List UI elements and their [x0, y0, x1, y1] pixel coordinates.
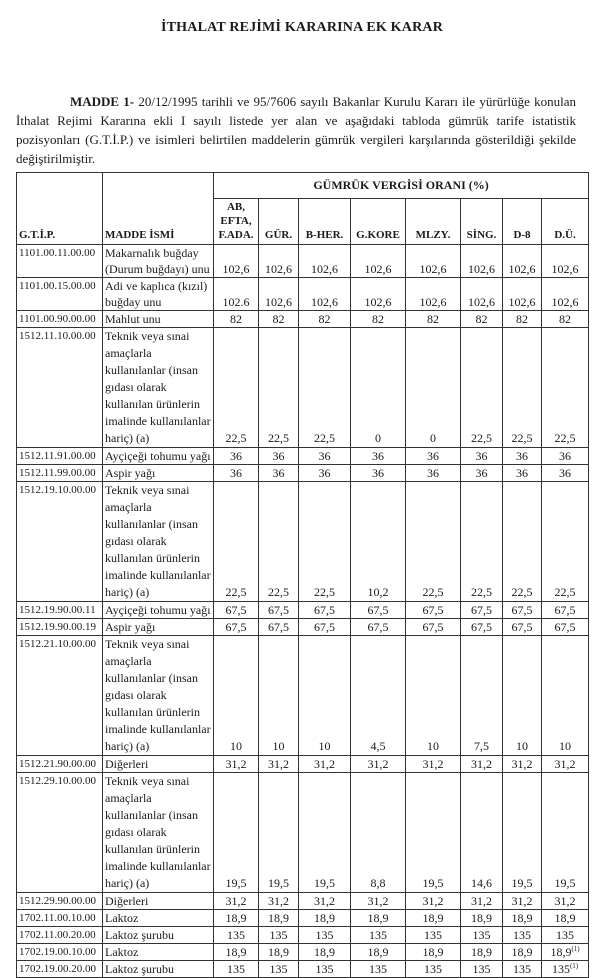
item-name-cell: Aspir yağı	[103, 619, 214, 636]
column-group-header: GÜMRÜK VERGİSİ ORANI (%)	[214, 173, 589, 199]
rate-column-header: B-HER.	[299, 199, 351, 245]
item-name-cell: Mahlut unu	[103, 311, 214, 328]
gtip-cell: 1702.11.00.20.00	[17, 927, 103, 944]
rate-cell: 36	[259, 465, 299, 482]
rate-cell: 22,5	[259, 482, 299, 602]
rate-cell: 135	[214, 927, 259, 944]
rate-cell: 10,2	[351, 482, 406, 602]
rate-cell: 18,9	[503, 944, 542, 961]
rate-cell: 31,2	[406, 756, 461, 773]
gtip-cell: 1101.00.90.00.00	[17, 311, 103, 328]
rate-cell: 36	[351, 448, 406, 465]
rate-cell: 18,9	[461, 910, 503, 927]
rate-cell: 102,6	[299, 245, 351, 278]
rate-cell: 135	[503, 961, 542, 978]
rate-cell: 102,6	[259, 245, 299, 278]
table-row	[17, 619, 589, 636]
rate-column-header: MLZY.	[406, 199, 461, 245]
gtip-cell: 1512.21.10.00.00	[17, 636, 103, 756]
table-row	[17, 465, 589, 482]
rate-cell: 102,6	[461, 245, 503, 278]
rate-column-header: G.KORE	[351, 199, 406, 245]
rate-cell: 36	[503, 465, 542, 482]
rate-cell: 135	[542, 927, 589, 944]
rate-cell: 22,5	[542, 482, 589, 602]
rate-cell: 135$^{(1)}$	[542, 961, 589, 978]
rate-column-header: D-8	[503, 199, 542, 245]
table-row	[17, 328, 589, 448]
rate-cell: 82	[214, 311, 259, 328]
table-row	[17, 482, 589, 602]
rate-cell: 135	[259, 927, 299, 944]
gtip-cell: 1101.00.15.00.00	[17, 278, 103, 311]
rate-cell: 67,5	[406, 602, 461, 619]
rate-cell: 10	[542, 636, 589, 756]
gtip-cell: 1512.19.90.00.19	[17, 619, 103, 636]
rate-cell: 31,2	[406, 893, 461, 910]
article-text: 20/12/1995 tarihli ve 95/7606 sayılı Bakanlar Kurulu Kararı ile yürürlüğe konulan İthalat Rejimi Kararına ekli I sayılı listede yer alan ve aşağıdaki tabloda gümrük tarife istatistik pozisyonları (G.T.İ.P.) ve isimleri belirtilen maddelerin gümrük vergileri karşılarında gösterildiği şekilde değiştirilmiştir.	[16, 94, 576, 166]
table-row	[17, 910, 589, 927]
rate-cell: 7,5	[461, 636, 503, 756]
rate-cell: 67,5	[259, 619, 299, 636]
rate-cell: 135	[299, 961, 351, 978]
rate-cell: 18,9$^{(1)}$	[542, 944, 589, 961]
rate-cell: 18,9	[299, 944, 351, 961]
rate-cell: 18,9	[214, 910, 259, 927]
rate-cell: 31,2	[461, 893, 503, 910]
rate-cell: 4,5	[351, 636, 406, 756]
item-name-cell: Teknik veya sınai amaçlarla kullanılanlar (insan gıdası olarak kullanılan ürünlerin imalinde kullanılanlar hariç) (a)	[103, 636, 214, 756]
item-name-cell: Teknik veya sınai amaçlarla kullanılanlar (insan gıdası olarak kullanılan ürünlerin imalinde kullanılanlar hariç) (a)	[103, 773, 214, 893]
gtip-cell: 1512.19.10.00.00	[17, 482, 103, 602]
rate-cell: 82	[351, 311, 406, 328]
gtip-cell: 1512.29.90.00.00	[17, 893, 103, 910]
rate-cell: 67,5	[214, 602, 259, 619]
rate-cell: 19,5	[503, 773, 542, 893]
page-title: İTHALAT REJİMİ KARARINA EK KARAR	[160, 20, 444, 35]
rate-cell: 10	[406, 636, 461, 756]
table-row	[17, 636, 589, 756]
rate-cell: 36	[299, 465, 351, 482]
rate-cell: 18,9	[406, 910, 461, 927]
rate-cell: 67,5	[542, 602, 589, 619]
item-name-cell: Diğerleri	[103, 893, 214, 910]
rate-cell: 135	[461, 961, 503, 978]
rate-cell: 67,5	[299, 619, 351, 636]
gtip-cell: 1702.19.00.20.00	[17, 961, 103, 978]
table-row	[17, 278, 589, 311]
table-row	[17, 927, 589, 944]
rate-cell: 36	[406, 465, 461, 482]
rate-cell: 82	[461, 311, 503, 328]
rate-cell: 102,6	[503, 245, 542, 278]
rate-cell: 102,6	[542, 245, 589, 278]
rate-cell: 19,5	[259, 773, 299, 893]
rate-cell: 10	[259, 636, 299, 756]
rate-cell: 31,2	[214, 756, 259, 773]
table-row	[17, 245, 589, 278]
rate-cell: 19,5	[299, 773, 351, 893]
rate-cell: 102,6	[461, 278, 503, 311]
rate-cell: 22,5	[299, 328, 351, 448]
rate-cell: 22,5	[259, 328, 299, 448]
table-row	[17, 944, 589, 961]
rate-cell: 18,9	[351, 910, 406, 927]
rate-cell: 36	[299, 448, 351, 465]
rate-cell: 67,5	[503, 602, 542, 619]
tariff-table	[16, 172, 589, 978]
rate-cell: 10	[503, 636, 542, 756]
gtip-cell: 1101.00.11.00.00	[17, 245, 103, 278]
rate-cell: 31,2	[351, 893, 406, 910]
rate-cell: 67,5	[214, 619, 259, 636]
rate-cell: 102,6	[351, 245, 406, 278]
rate-cell: 19,5	[406, 773, 461, 893]
rate-cell: 36	[214, 448, 259, 465]
gtip-cell: 1512.11.10.00.00	[17, 328, 103, 448]
gtip-cell: 1512.21.90.00.00	[17, 756, 103, 773]
rate-cell: 31,2	[542, 756, 589, 773]
footnote-marker: (1)	[571, 945, 580, 953]
rate-cell: 19,5	[542, 773, 589, 893]
rate-cell: 67,5	[542, 619, 589, 636]
rate-column-header: GÜR.	[259, 199, 299, 245]
rate-cell: 22,5	[214, 328, 259, 448]
item-name-cell: Laktoz şurubu	[103, 927, 214, 944]
gtip-cell: 1702.11.00.10.00	[17, 910, 103, 927]
rate-column-header: SİNG.	[461, 199, 503, 245]
gtip-cell: 1702.19.00.10.00	[17, 944, 103, 961]
rate-cell: 102,6	[503, 278, 542, 311]
table-body	[17, 245, 589, 978]
rate-cell: 8,8	[351, 773, 406, 893]
rate-cell: 82	[259, 311, 299, 328]
rate-cell: 135	[406, 961, 461, 978]
table-row	[17, 311, 589, 328]
rate-cell: 135	[503, 927, 542, 944]
rate-cell: 31,2	[503, 893, 542, 910]
rate-cell: 19,5	[214, 773, 259, 893]
rate-cell: 0	[406, 328, 461, 448]
rate-cell: 31,2	[214, 893, 259, 910]
rate-cell: 67,5	[503, 619, 542, 636]
rate-cell: 67,5	[406, 619, 461, 636]
gtip-cell: 1512.19.90.00.11	[17, 602, 103, 619]
gtip-cell: 1512.11.91.00.00	[17, 448, 103, 465]
rate-cell: 67,5	[461, 619, 503, 636]
rate-cell: 18,9	[299, 910, 351, 927]
footnote-marker: (1)	[569, 962, 579, 970]
rate-cell: 67,5	[259, 602, 299, 619]
rate-cell: 31,2	[259, 756, 299, 773]
rate-cell: 0	[351, 328, 406, 448]
rate-cell: 10	[214, 636, 259, 756]
item-name-cell: Teknik veya sınai amaçlarla kullanılanlar (insan gıdası olarak kullanılan ürünlerin imalinde kullanılanlar hariç) (a)	[103, 328, 214, 448]
rate-cell: 67,5	[299, 602, 351, 619]
rate-cell: 36	[542, 465, 589, 482]
rate-cell: 135	[299, 927, 351, 944]
item-name-cell: Aspir yağı	[103, 465, 214, 482]
rate-cell: 135	[259, 961, 299, 978]
rate-cell: 18,9	[461, 944, 503, 961]
rate-cell: 22,5	[214, 482, 259, 602]
rate-cell: 10	[299, 636, 351, 756]
item-name-cell: Laktoz	[103, 944, 214, 961]
rate-cell: 67,5	[351, 602, 406, 619]
rate-cell: 36	[351, 465, 406, 482]
rate-cell: 135	[214, 961, 259, 978]
rate-column-header: AB, EFTA, F.ADA.	[214, 199, 259, 245]
item-name-cell: Ayçiçeği tohumu yağı	[103, 448, 214, 465]
rate-cell: 18,9	[351, 944, 406, 961]
gtip-cell: 1512.11.99.00.00	[17, 465, 103, 482]
rate-cell: 135	[461, 927, 503, 944]
rate-cell: 135	[351, 961, 406, 978]
rate-cell: 18,9	[214, 944, 259, 961]
rate-cell: 102,6	[259, 278, 299, 311]
rate-cell: 36	[214, 465, 259, 482]
rate-cell: 67,5	[461, 602, 503, 619]
rate-column-header: D.Ü.	[542, 199, 589, 245]
rate-cell: 82	[406, 311, 461, 328]
column-header-gtip: G.T.İ.P.	[17, 173, 103, 245]
rate-cell: 82	[542, 311, 589, 328]
item-name-cell: Adi ve kaplıca (kızıl) buğday unu	[103, 278, 214, 311]
rate-cell: 36	[542, 448, 589, 465]
rate-cell: 36	[406, 448, 461, 465]
rate-cell: 135	[351, 927, 406, 944]
rate-cell: 22,5	[503, 328, 542, 448]
item-name-cell: Ayçiçeği tohumu yağı	[103, 602, 214, 619]
table-row	[17, 773, 589, 893]
rate-cell: 31,2	[542, 893, 589, 910]
item-name-cell: Diğerleri	[103, 756, 214, 773]
rate-cell: 36	[461, 465, 503, 482]
rate-cell: 31,2	[299, 893, 351, 910]
rate-cell: 102,6	[406, 245, 461, 278]
rate-cell: 18,9	[259, 910, 299, 927]
rate-cell: 31,2	[299, 756, 351, 773]
table-row	[17, 893, 589, 910]
rate-cell: 102,6	[299, 278, 351, 311]
rate-cell: 82	[299, 311, 351, 328]
item-name-cell: Laktoz şurubu	[103, 961, 214, 978]
rate-cell: 36	[461, 448, 503, 465]
article-lead: MADDE 1-	[70, 94, 135, 109]
rate-cell: 22,5	[461, 328, 503, 448]
item-name-cell: Teknik veya sınai amaçlarla kullanılanlar (insan gıdası olarak kullanılan ürünlerin imalinde kullanılanlar hariç) (a)	[103, 482, 214, 602]
article-paragraph	[16, 92, 576, 168]
rate-cell: 102,6	[214, 245, 259, 278]
rate-cell: 31,2	[503, 756, 542, 773]
rate-cell: 18,9	[503, 910, 542, 927]
table-row	[17, 756, 589, 773]
rate-cell: 22,5	[406, 482, 461, 602]
rate-cell: 22,5	[503, 482, 542, 602]
rate-cell: 14,6	[461, 773, 503, 893]
rate-cell: 18,9	[259, 944, 299, 961]
table-row	[17, 602, 589, 619]
rate-cell: 135	[406, 927, 461, 944]
rate-cell: 102,6	[406, 278, 461, 311]
rate-cell: 31,2	[259, 893, 299, 910]
rate-cell: 82	[503, 311, 542, 328]
rate-cell: 102,6	[542, 278, 589, 311]
rate-cell: 18,9	[542, 910, 589, 927]
gtip-cell: 1512.29.10.00.00	[17, 773, 103, 893]
rate-cell: 22,5	[299, 482, 351, 602]
item-name-cell: Makarnalık buğday (Durum buğdayı) unu	[103, 245, 214, 278]
rate-cell: 36	[259, 448, 299, 465]
rate-cell: 22,5	[461, 482, 503, 602]
rate-cell: 102,6	[351, 278, 406, 311]
table-row	[17, 448, 589, 465]
column-header-name: MADDE İSMİ	[103, 173, 214, 245]
table-row	[17, 961, 589, 978]
rate-cell: 36	[503, 448, 542, 465]
rate-cell: 18,9	[406, 944, 461, 961]
rate-cell: 31,2	[461, 756, 503, 773]
item-name-cell: Laktoz	[103, 910, 214, 927]
rate-cell: 102.6	[214, 278, 259, 311]
rate-cell: 31,2	[351, 756, 406, 773]
table-group-header-row	[17, 173, 589, 199]
rate-cell: 22,5	[542, 328, 589, 448]
rate-cell: 67,5	[351, 619, 406, 636]
